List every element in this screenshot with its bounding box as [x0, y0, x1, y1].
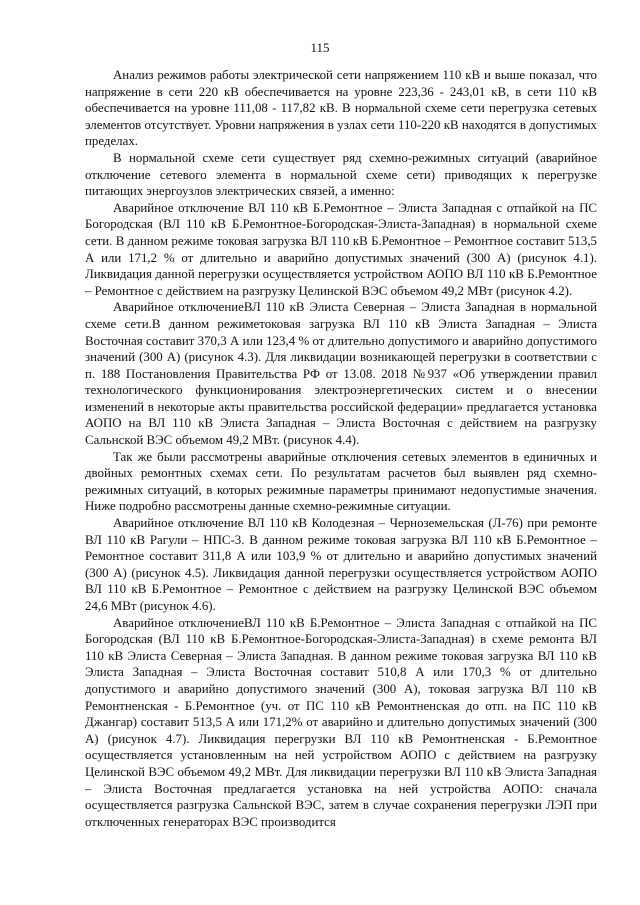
paragraph-kolodeznaya-outage: Аварийное отключение ВЛ 110 кВ Колодезная – Черноземельская (Л-76) при ремонте ВЛ 110 кВ Рагули – НПС-3. В данном режиме токовая загрузка ВЛ 110 кВ Б.Ремонтное – Ремонтное составит 311,8 А или 103,9 % от длительно и аварийно допустимых значений (300 А) (рисунок 4.5). Ликвидация данной перегрузки осуществляется устройством АОПО ВЛ 110 кВ Б.Ремонтное – Ремонтное с действием на разгрузку Целинской ВЭС объемом 24,6 МВт (рисунок 4.6).: [85, 516, 597, 613]
paragraph-normal-scheme-situations: В нормальной схеме сети существует ряд схемно-режимных ситуаций (аварийное отключение сетевого элемента в нормальной схеме сети) приводящих к перегрузке питающих энергоузлов электрических связей, а именно:: [85, 150, 597, 199]
paragraph-repair-schemes-intro: Так же были рассмотрены аварийные отключения сетевых элементов в единичных и двойных ремонтных схемах сети. По результатам расчетов был выявлен ряд схемно-режимных ситуаций, в которых режимные параметры принимают недопустимые значения. Ниже подробно рассмотрены данные схемно-режимные ситуации.: [85, 449, 597, 514]
body-text: [85, 67, 597, 830]
paragraph-remontnoe-outage: Аварийное отключение ВЛ 110 кВ Б.Ремонтное – Элиста Западная с отпайкой на ПС Богородская (ВЛ 110 кВ Б.Ремонтное-Богородская-Элиста-Западная) в нормальной схеме сети. В данном режиме токовая загрузка ВЛ 110 кВ Б.Ремонтное – Ремонтное составит 513,5 А или 171,2 % от длительно и аварийно допустимых значений (300 А) (рисунок 4.1). Ликвидация данной перегрузки осуществляется устройством АОПО ВЛ 110 кВ Б.Ремонтное – Ремонтное с действием на разгрузку Целинской ВЭС объемом 49,2 МВт (рисунок 4.2).: [85, 200, 597, 298]
page-number: 115: [310, 40, 330, 55]
paragraph-remontnoe-repair-outage: Аварийное отключениеВЛ 110 кВ Б.Ремонтное – Элиста Западная с отпайкой на ПС Богородская (ВЛ 110 кВ Б.Ремонтное-Богородская-Элиста-Западная) в схеме ремонта ВЛ 110 кВ Элиста Северная – Элиста Западная. В данном режиме токовая загрузка ВЛ 110 кВ Элиста Западная – Элиста Восточная составит 510,8 А или 170,3 % от длительно допустимого и аварийно допустимого значений (300 А), токовая загрузка ВЛ 110 кВ Ремонтненская - Б.Ремонтное (уч. от ПС 110 кВ Ремонтненская до отп. на ПС 110 кВ Джангар) составит 513,5 А или 171,2% от аварийно и длительно допустимых значений (300 А) (рисунок 4.7). Ликвидация перегрузки ВЛ 110 кВ Ремонтненская - Б.Ремонтное осуществляется установленным на ней устройством АОПО с действием на разгрузку Целинской ВЭС объемом 49,2 МВт. Для ликвидации перегрузки ВЛ 110 кВ Элиста Западная – Элиста Восточная предлагается установка на ней устройства АОПО: сначала осуществляется разгрузка Сальнской ВЭС, затем в случае сохранения перегрузки ЛЭП при отключенных генераторах ВЭС производится: [85, 615, 597, 829]
paragraph-elista-severnaya-outage: Аварийное отключениеВЛ 110 кВ Элиста Северная – Элиста Западная в нормальной схеме сети.В данном режиметоковая загрузка ВЛ 110 кВ Элиста Западная – Элиста Восточная составит 370,3 А или 123,4 % от длительно допустимого и аварийно допустимого значений (300 А) (рисунок 4.3). Для ликвидации возникающей перегрузки в соответствии с п. 188 Постановления Правительства РФ от 13.08. 2018 №937 «Об утверждении правил технологического функционирования электроэнергетических систем и о внесении изменений в некоторые акты правительства российской федерации» предлагается установка АОПО на ВЛ 110 кВ Элиста Западная – Элиста Восточная с действием на разгрузку Сальнской ВЭС объемом 49,2 МВт. (рисунок 4.4).: [85, 300, 597, 448]
paragraph-voltage-analysis: Анализ режимов работы электрической сети напряжением 110 кВ и выше показал, что напряжение в сети 220 кВ обеспечивается на уровне 223,36 - 243,01 кВ, в сети 110 кВ обеспечивается на уровне 111,08 - 117,82 кВ. В нормальной схеме сети перегрузка сетевых элементов отсутствует. Уровни напряжения в узлах сети 110-220 кВ находятся в допустимых пределах.: [85, 68, 597, 149]
